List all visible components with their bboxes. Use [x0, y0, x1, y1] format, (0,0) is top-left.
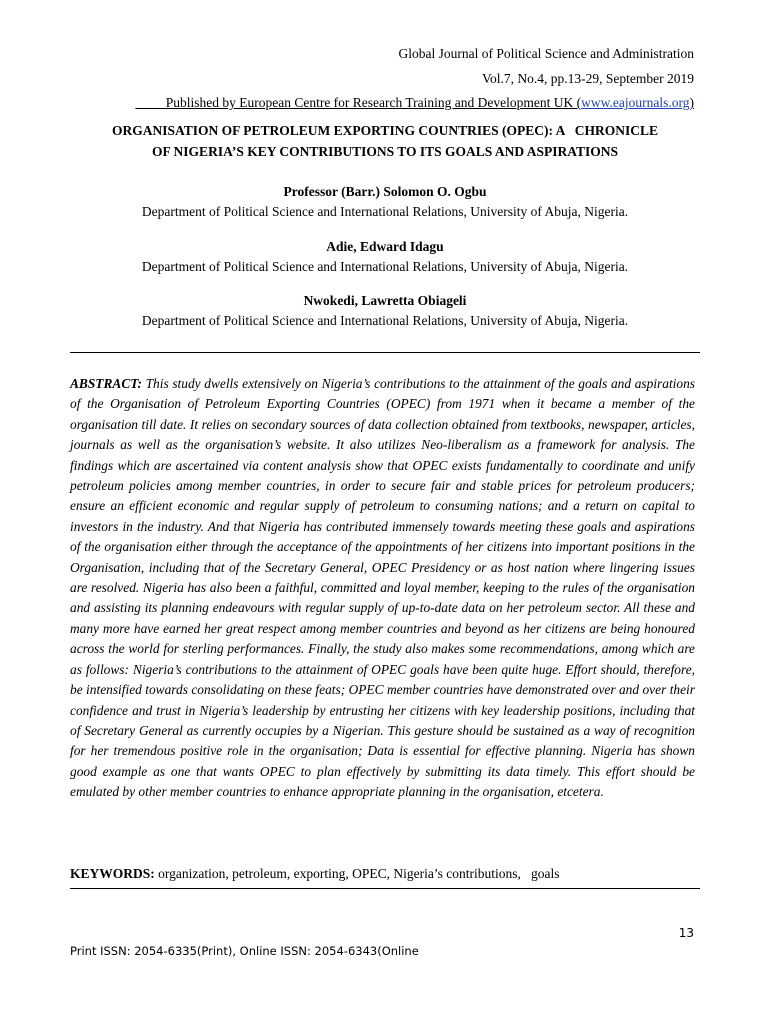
keywords-label: KEYWORDS:	[70, 866, 155, 881]
publisher-text: Published by European Centre for Research Training and Development UK (	[165, 95, 582, 110]
journal-volume: Vol.7, No.4, pp.13-29, September 2019	[482, 71, 694, 86]
page-number: 13	[678, 926, 694, 940]
author-affiliation: Department of Political Science and International Relations, University of Abuja, Nigeria.	[141, 313, 629, 328]
keywords-text: organization, petroleum, exporting, OPEC, Nigeria’s contributions, goals	[154, 866, 560, 881]
issn-line: Print ISSN: 2054-6335(Print), Online ISSN: 2054-6343(Online	[70, 944, 419, 958]
author-block-2	[60, 237, 710, 277]
divider-bottom	[70, 888, 700, 889]
journal-name: Global Journal of Political Science and Administration	[398, 46, 694, 61]
author-name: Nwokedi, Lawretta Obiageli	[303, 293, 467, 308]
title-line-1: ORGANISATION OF PETROLEUM EXPORTING COUNTRIES (OPEC): A CHRONICLE	[112, 123, 658, 138]
author-block-3	[60, 291, 710, 331]
abstract-text: This study dwells extensively on Nigeria’s contributions to the attainment of the goals and aspirations of the Organisation of Petroleum Exporting Countries (OPEC) from 1971 when it became a member of the organisation till date. It relies on secondary sources of data collection obtained from textbooks, newspaper, articles, journals as well as the organisation’s website. It also utilizes Neo-liberalism as a framework for analysis. The findings which are ascertained via content analysis show that OPEC exists fundamentally to coordinate and unify petroleum policies among member countries, in order to secure fair and stable prices for petroleum producers; ensure an efficient economic and regular supply of petroleum to consuming nations; and a return on capital to investors in the industry. And that Nigeria has contributed immensely towards meeting these goals and aspirations of the organisation either through the acceptance of the appointments of her citizens into important positions in the Organisation, including that of the Secretary General, OPEC Presidency or as host nation where lingering issues are resolved. Nigeria has also been a faithful, committed and loyal member, keeping to the rules of the organisation and assisting its planning endeavours with regular supply of up-to-date data on her petroleum sector. All these and many more have earned her great respect among member countries and beyond as her citizens are being honoured across the world for sterling performances. Finally, the study also makes some recommendations, among which are as follows: Nigeria’s contributions to the attainment of OPEC goals have been quite huge. Effort should, therefore, be intensified towards consolidating on these feats; OPEC member countries have demonstrated over and over their confidence and trust in Nigeria’s leadership by entrusting her citizens with key leadership positions, including that of Secretary General as currently occupies by a Nigerian. This gesture should be sustained as a way of recognition for her tremendous positive role in the organisation; Data is essential for effective planning. Nigeria has shown good example as one that wants OPEC to plan effectively by submitting its data timely. This effort should be emulated by other member countries to enhance appropriate planning in the organisation, etcetera.	[70, 376, 695, 800]
abstract	[70, 374, 695, 803]
author-name: Adie, Edward Idagu	[326, 239, 444, 254]
divider-top	[70, 352, 700, 353]
author-affiliation: Department of Political Science and International Relations, University of Abuja, Nigeria.	[141, 204, 629, 219]
author-block-1	[60, 182, 710, 222]
publisher-suffix: )	[689, 95, 694, 110]
author-name: Professor (Barr.) Solomon O. Ogbu	[283, 184, 487, 199]
publisher-line	[135, 95, 694, 111]
author-affiliation: Department of Political Science and International Relations, University of Abuja, Nigeria.	[141, 259, 629, 274]
abstract-label: ABSTRACT:	[70, 376, 142, 391]
keywords	[70, 866, 700, 882]
publisher-link[interactable]: www.eajournals.org	[581, 95, 690, 110]
publisher-underline	[135, 95, 165, 110]
paper-title	[60, 120, 710, 162]
title-line-2: OF NIGERIA’S KEY CONTRIBUTIONS TO ITS GOALS AND ASPIRATIONS	[151, 144, 619, 159]
